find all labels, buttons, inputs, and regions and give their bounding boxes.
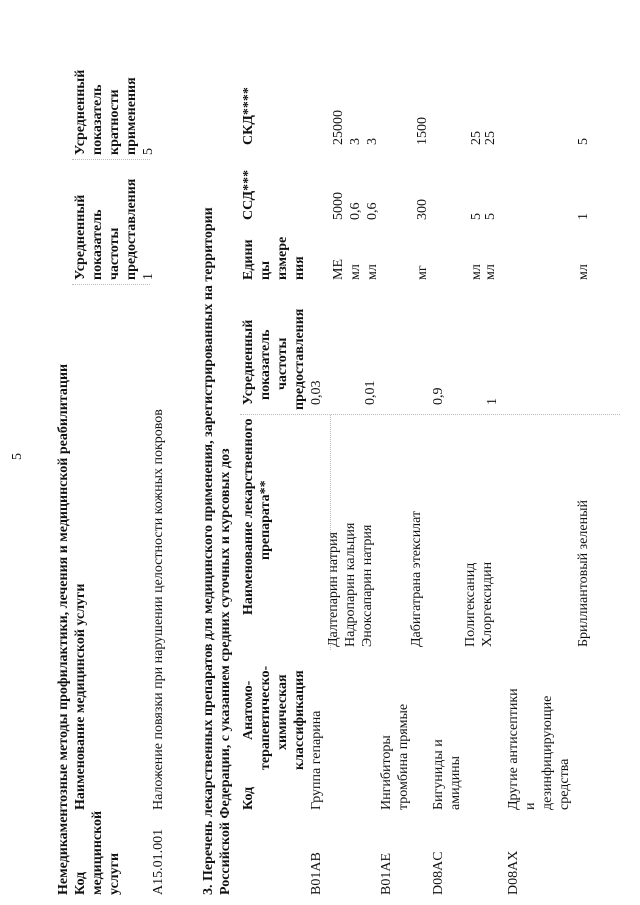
header-mult-l4: применения <box>124 77 139 155</box>
atc-group: Бигуниды и <box>431 739 446 810</box>
drug-header-freq-l1: Усредненный <box>241 319 256 405</box>
drug-header-ssd: ССД*** <box>241 169 256 220</box>
drug-header-unit-l4: ния <box>292 256 307 280</box>
drug-name: Дабигатрана этексилат <box>409 510 424 647</box>
drug-header-unit-l3: измере <box>275 236 290 280</box>
atc-freq: 0,01 <box>363 380 378 405</box>
header-freq-l2: показатель <box>90 209 105 280</box>
header-mult-l1: Усредненный <box>73 69 88 155</box>
header-freq-l4: предоставления <box>124 178 139 280</box>
drug-name: Полигексанид <box>463 562 478 647</box>
section-title-drugs: 3. Перечень лекарственных препаратов для медицинского применения, зарегистрированных на территории <box>201 207 216 895</box>
header-mult-l3: кратности <box>107 89 122 155</box>
header-code: Код <box>73 871 88 895</box>
drug-skd: 25000 <box>331 110 346 145</box>
atc-group-l2: тромбина прямые <box>396 703 411 810</box>
atc-freq: 0,9 <box>431 387 446 405</box>
section-title-drugs-l2: Российской Федерации, с указанием средних суточных и курсовых доз <box>218 448 233 895</box>
atc-group: Ингибиторы <box>379 735 394 810</box>
drug-header-atc-l2: терапевтическо- <box>258 665 273 770</box>
header-freq-l1: Усредненный <box>73 194 88 280</box>
atc-code: D08AX <box>506 850 521 895</box>
atc-freq: 1 <box>485 398 500 405</box>
drug-header-atc-l3: химическая <box>275 674 290 750</box>
header-service-name: Наименование медицинской услуги <box>73 583 88 810</box>
drug-unit: мл <box>469 264 484 280</box>
drug-name: Далтепарин натрия <box>326 532 341 647</box>
drug-skd: 5 <box>576 138 591 145</box>
drug-header-atc-l1: Анатомо- <box>241 680 256 740</box>
drug-header-freq-l4: предоставления <box>292 308 307 410</box>
drug-unit: мл <box>365 264 380 280</box>
drug-header-code: Код <box>241 786 256 810</box>
drug-header-freq-l2: показатель <box>258 329 273 400</box>
drug-ssd: 1 <box>576 213 591 220</box>
atc-group-l2: и <box>523 802 538 810</box>
atc-code: B01AE <box>379 853 394 895</box>
header-code-l2: медицинской <box>90 810 105 895</box>
atc-group: Группа гепарина <box>309 710 324 810</box>
drug-skd: 25 <box>469 131 484 145</box>
drug-skd: 1500 <box>415 117 430 145</box>
drug-skd: 3 <box>348 138 363 145</box>
atc-group-l4: средства <box>557 758 572 810</box>
drug-skd: 3 <box>365 138 380 145</box>
drug-header-atc-l4: классификация <box>292 670 307 770</box>
drug-ssd: 5 <box>483 213 498 220</box>
drug-name: Эноксапарин натрия <box>360 524 375 647</box>
atc-group: Другие антисептики <box>506 688 521 810</box>
drug-name: Надропарин кальция <box>343 522 358 647</box>
service-freq: 1 <box>141 273 156 280</box>
column-divider <box>72 159 150 160</box>
drug-ssd: 0,6 <box>365 202 380 220</box>
column-divider <box>240 414 620 415</box>
drug-header-skd: СКД**** <box>241 87 256 145</box>
header-code-l3: услуги <box>107 852 122 895</box>
header-freq-l3: частоты <box>107 227 122 280</box>
drug-ssd: 300 <box>415 199 430 220</box>
atc-code: B01AB <box>309 852 324 895</box>
drug-header-name-l2: препарата** <box>258 480 273 560</box>
atc-freq: 0,03 <box>309 380 324 405</box>
drug-ssd: 0,6 <box>348 202 363 220</box>
service-name: Наложение повязки при нарушении целостности кожных покровов <box>151 409 166 810</box>
drug-unit: мг <box>415 265 430 280</box>
atc-group-l2: амидины <box>448 755 463 810</box>
section-title-nonmedical: Немедикаментозные методы профилактики, лечения и медицинской реабилитации <box>56 363 71 895</box>
drug-ssd: 5000 <box>331 192 346 220</box>
drug-header-freq-l3: частоты <box>275 337 290 390</box>
drug-skd: 25 <box>483 131 498 145</box>
drug-name: Хлоргексидин <box>480 561 495 647</box>
drug-header-unit-l2: цы <box>258 261 273 280</box>
service-code: A15.01.001 <box>151 828 166 895</box>
drug-unit: мл <box>483 264 498 280</box>
drug-unit: мл <box>576 264 591 280</box>
service-mult: 5 <box>141 148 156 155</box>
drug-unit: МЕ <box>331 259 346 280</box>
drug-name: Бриллиантовый зеленый <box>576 500 591 647</box>
page-number: 5 <box>10 453 25 460</box>
drug-header-unit-l1: Едини <box>241 239 256 280</box>
drug-unit: мл <box>348 264 363 280</box>
header-mult-l2: показатель <box>90 84 105 155</box>
atc-code: D08AC <box>431 851 446 895</box>
drug-ssd: 5 <box>469 213 484 220</box>
column-divider <box>72 284 150 285</box>
drug-header-name-l1: Наименование лекарственного <box>241 418 256 615</box>
atc-group-l3: дезинфицирующие <box>540 695 555 810</box>
